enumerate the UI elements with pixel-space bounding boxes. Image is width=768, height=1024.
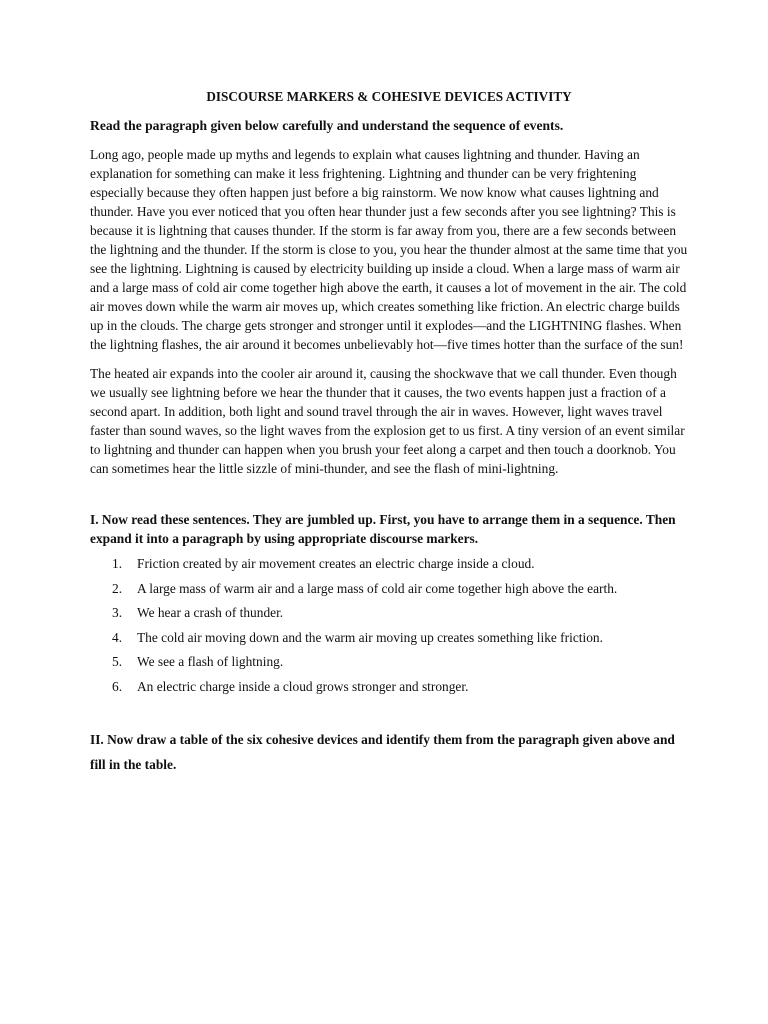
list-item-text: We hear a crash of thunder. (137, 605, 284, 621)
list-item-number: 4. (112, 629, 123, 645)
list-item (90, 605, 688, 621)
list-item-text: We see a flash of lightning. (137, 654, 284, 670)
list-item-number: 5. (112, 654, 123, 670)
list-item-text: The cold air moving down and the warm air moving up creates something like friction. (137, 629, 603, 645)
list-item (90, 556, 688, 572)
task-2-instruction: II. Now draw a table of the six cohesive devices and identify them from the paragraph given above and fill in the table. (90, 731, 675, 772)
list-item (90, 630, 688, 646)
document-title: DISCOURSE MARKERS & COHESIVE DEVICES ACTIVITY (206, 89, 572, 104)
list-item-number: 1. (112, 556, 123, 571)
reading-instruction: Read the paragraph given below carefully and understand the sequence of events. (90, 118, 564, 133)
list-item-text: Friction created by air movement creates an electric charge inside a cloud. (137, 556, 535, 571)
list-item-number: 6. (112, 678, 123, 694)
task-1-instruction: I. Now read these sentences. They are jumbled up. First, you have to arrange them in a sequence. Then expand it into a paragraph by using appropriate discourse markers. (90, 512, 676, 546)
list-item (90, 679, 688, 695)
paragraph-1: Long ago, people made up myths and legends to explain what causes lightning and thunder. Having an explanation for something can make it less frightening. Lightning and thunder can be very frightening especially because they often happen just before a big rainstorm. We now know what causes lightning and thunder. Have you ever noticed that you often hear thunder just a few seconds after you see lightning? This is because it is lightning that causes thunder. If the storm is far away from you, there are a few seconds between the lightning and the thunder. If the storm is close to you, you hear the thunder almost at the same time that you see the lightning. Lightning is caused by electricity building up inside a cloud. When a large mass of warm air and a large mass of cold air come together high above the earth, it causes a lot of movement in the air. The cold air moves down while the warm air moves up, which creates something like friction. An electric charge builds up in the clouds. The charge gets stronger and stronger until it explodes—and the LIGHTNING flashes. When the lightning flashes, the air around it becomes unbelievably hot—five times hotter than the surface of the sun! (90, 147, 688, 352)
paragraph-2: The heated air expands into the cooler air around it, causing the shockwave that we call thunder. Even though we usually see lightning before we hear the thunder that it causes, the two events happen just a fraction of a second apart. In addition, both light and sound travel through the air in waves. However, light waves travel faster than sound waves, so the light waves from the explosion get to us first. A tiny version of an event similar to lightning and thunder can happen when you brush your feet along a carpet and then touch a doorknob. You can sometimes hear the little sizzle of mini-thunder, and see the flash of mini-lightning. (90, 366, 685, 476)
list-item-number: 3. (112, 605, 123, 621)
jumbled-sentences-list (90, 556, 688, 695)
list-item-text: A large mass of warm air and a large mass of cold air come together high above the earth. (137, 580, 618, 596)
document-page (90, 88, 688, 777)
list-item (90, 581, 688, 597)
list-item-number: 2. (112, 580, 123, 596)
list-item (90, 654, 688, 670)
list-item-text: An electric charge inside a cloud grows stronger and stronger. (137, 678, 469, 694)
